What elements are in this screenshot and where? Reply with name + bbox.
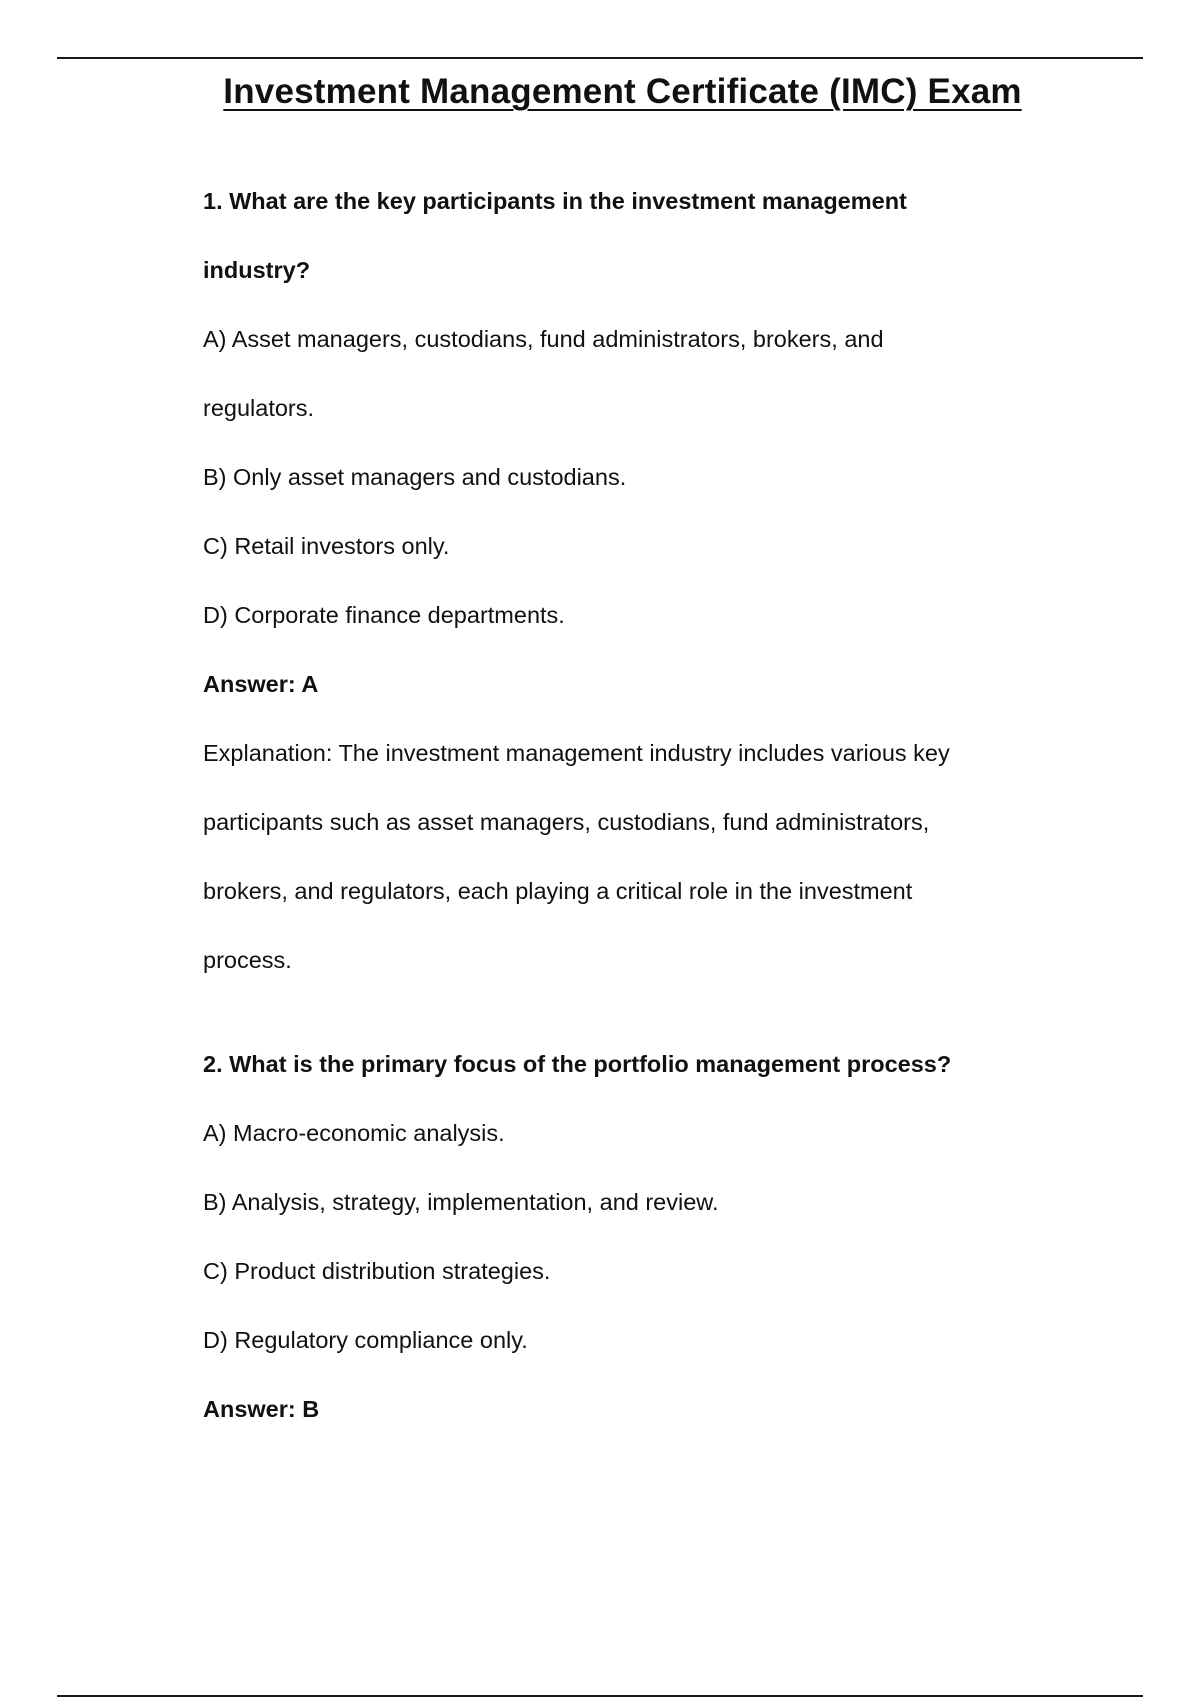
question-gap <box>203 1006 1063 1041</box>
question-1-option-c: C) Retail investors only. <box>203 533 450 559</box>
question-1-explanation-line-1: Explanation: The investment management industry includes various key <box>203 740 950 766</box>
question-1-option-d: D) Corporate finance departments. <box>203 602 565 628</box>
question-2-option-a: A) Macro-economic analysis. <box>203 1120 505 1146</box>
question-2-option-b: B) Analysis, strategy, implementation, and review. <box>203 1189 719 1215</box>
question-2-text: 2. What is the primary focus of the portfolio management process? <box>203 1051 952 1077</box>
page-title-text: Investment Management Certificate (IMC) Exam <box>223 72 1022 111</box>
top-rule <box>57 57 1143 59</box>
bottom-rule <box>57 1695 1143 1697</box>
question-1-explanation-line-2: participants such as asset managers, custodians, fund administrators, <box>203 809 930 835</box>
question-1-option-b: B) Only asset managers and custodians. <box>203 464 627 490</box>
question-1-answer: Answer: A <box>203 671 319 697</box>
question-1-line-2: industry? <box>203 257 311 283</box>
question-1-line-1: 1. What are the key participants in the investment management <box>203 188 907 214</box>
page-title <box>0 72 1200 112</box>
question-block-2 <box>203 1041 1063 1455</box>
question-2-answer: Answer: B <box>203 1396 320 1422</box>
question-2-option-c: C) Product distribution strategies. <box>203 1258 551 1284</box>
question-list <box>203 178 1063 1455</box>
question-2-option-d: D) Regulatory compliance only. <box>203 1327 528 1353</box>
question-1-option-a-line-2: regulators. <box>203 395 315 421</box>
question-1-explanation-line-4: process. <box>203 947 292 973</box>
question-1-explanation-line-3: brokers, and regulators, each playing a critical role in the investment <box>203 878 913 904</box>
question-block-1 <box>203 178 1063 1006</box>
question-1-option-a-line-1: A) Asset managers, custodians, fund administrators, brokers, and <box>203 326 884 352</box>
